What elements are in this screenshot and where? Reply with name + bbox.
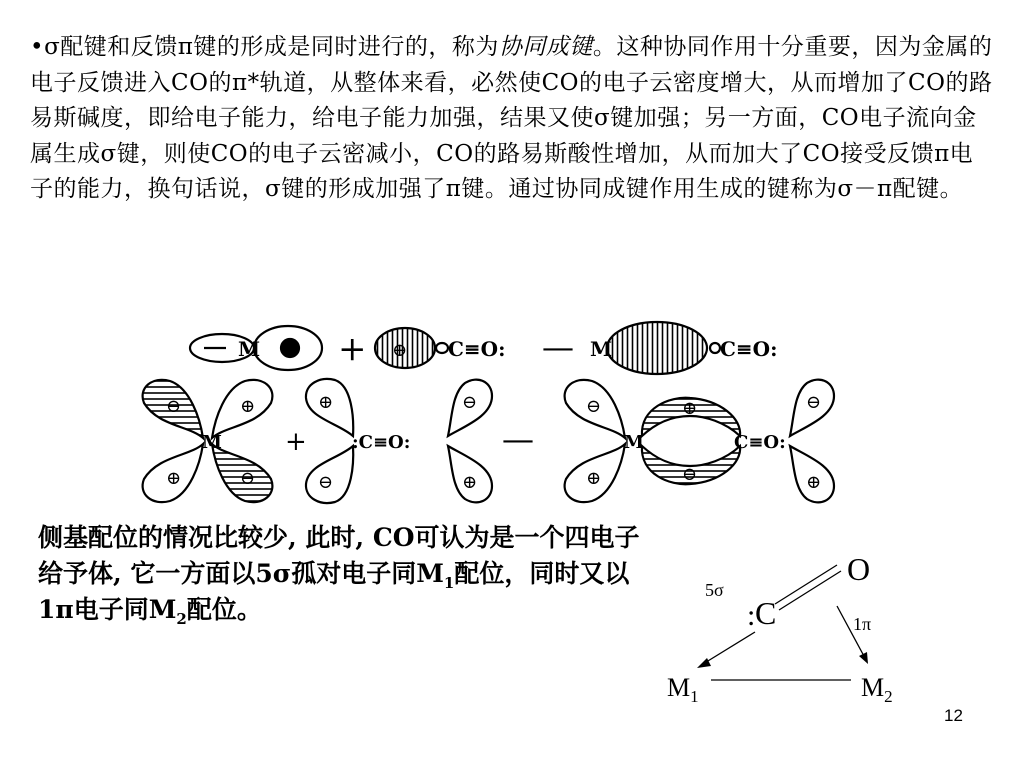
sign-br: ⊖ <box>240 468 256 489</box>
bullet: • <box>30 34 45 60</box>
sign-b-down: ⊖ <box>682 464 698 485</box>
co-bond-line-1 <box>775 565 837 604</box>
sign-co-tl: ⊕ <box>318 392 334 413</box>
row1-dash: — <box>542 328 574 366</box>
sign-co-tr: ⊖ <box>462 392 478 413</box>
row2-plus: + <box>285 427 307 457</box>
co-bond-line-2 <box>779 571 841 610</box>
row2-product-co: C≡O: <box>734 432 786 453</box>
side-text-2: 配位，同时又以1π电子同M <box>38 559 630 624</box>
m2-subscript: 2 <box>176 610 187 628</box>
row1-co-label: C≡O: <box>448 337 506 361</box>
paragraph-text-1: σ配键和反馈π键的形成是同时进行的，称为 <box>44 34 499 60</box>
side-text-1: 侧基配位的情况比较少, 此时, CO可认为是一个四电子给予体, 它一方面以5σ孤对电子同M <box>38 523 640 588</box>
row2-dash: — <box>502 420 534 458</box>
bonded-sigma-tail <box>710 343 720 353</box>
sign-b-bl: ⊕ <box>586 468 602 489</box>
carbon-label: C <box>755 595 777 631</box>
sign-tr: ⊕ <box>240 396 256 417</box>
sign-b-tr: ⊖ <box>806 392 822 413</box>
sign-b-br: ⊕ <box>806 472 822 493</box>
m1-label: $M_1$ <box>667 673 699 706</box>
sign-bl: ⊕ <box>166 468 182 489</box>
row1-sign: ⊕ <box>392 340 408 361</box>
page-number: 12 <box>944 706 963 725</box>
lone-pair-dots: : <box>747 599 756 632</box>
row2-metal-label: M <box>202 432 222 453</box>
row1-metal-label: M <box>238 337 261 361</box>
sign-b-up: ⊕ <box>682 398 698 419</box>
main-paragraph <box>30 30 995 208</box>
sigma-label: 5σ <box>705 580 724 600</box>
m2-label: $M_2$ <box>861 673 893 706</box>
row2-co-label: :C≡O: <box>352 432 411 453</box>
pi-label: 1π <box>853 614 872 634</box>
co-sigma-tail <box>436 343 448 353</box>
side-on-text <box>38 520 643 628</box>
row1-plus: + <box>338 329 367 369</box>
m1-subscript: 1 <box>443 574 455 592</box>
side-text-3: 配位。 <box>186 595 262 624</box>
sign-b-tl: ⊖ <box>586 396 602 417</box>
sign-co-bl: ⊖ <box>318 472 334 493</box>
row2-product-metal: M <box>624 432 644 453</box>
sign-tl: ⊖ <box>166 396 182 417</box>
filled-dot <box>281 339 299 357</box>
orbital-diagram <box>130 318 860 508</box>
row1-product-co: C≡O: <box>720 337 778 361</box>
paragraph-text-2: 。这种协同作用十分重要，因为金属的电子反馈进入CO的π*轨道，从整体来看，必然使CO的电子云密度增大，从而增加了CO的路易斯碱度，即给电子能力，给电子能力加强，结果又使σ键加强；另一方面，CO电子流向金属生成σ键，则使CO的电子云密减小，CO的路易斯酸性增加，从而加大了CO接受反馈π电子的能力，换句话说，σ键的形成加强了π键。通过协同成键作用生成的键称为σ－π配键。 <box>30 34 993 202</box>
sign-co-br: ⊕ <box>462 472 478 493</box>
arrow-to-m1 <box>703 632 755 664</box>
row1-product-metal: M <box>590 337 613 361</box>
bonding-diagram <box>655 540 925 715</box>
term-synergic-bonding: 协同成键 <box>498 34 593 60</box>
arrowhead-m1 <box>697 658 711 668</box>
bonded-sigma-lobe <box>607 322 707 374</box>
arrowhead-m2 <box>859 652 868 664</box>
oxygen-label: O <box>847 551 871 587</box>
